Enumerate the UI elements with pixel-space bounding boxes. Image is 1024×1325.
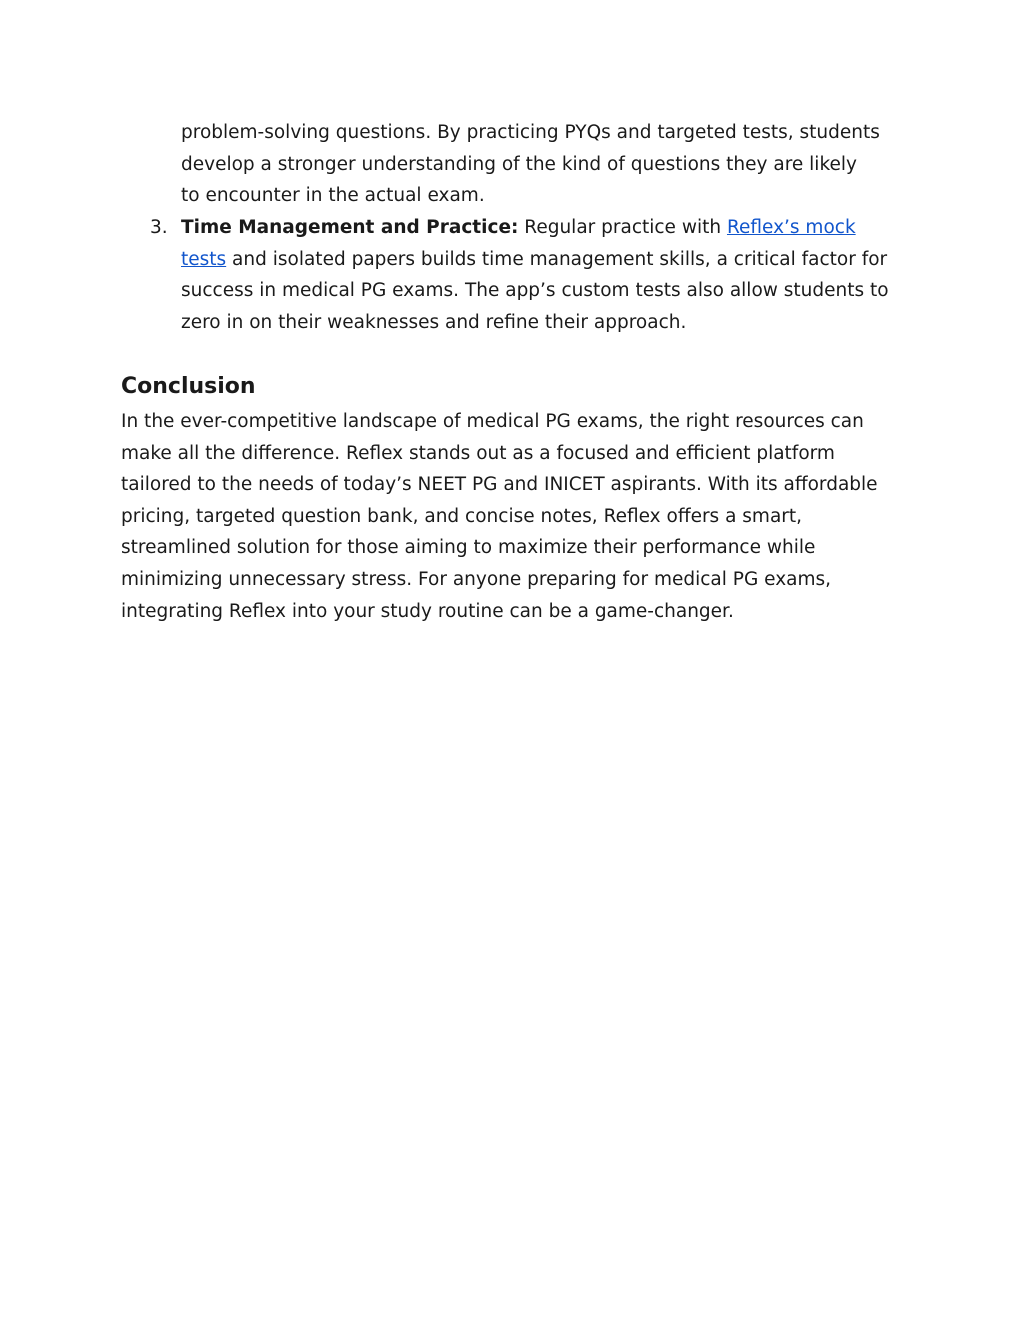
- conclusion-paragraph: In the ever-competitive landscape of medical PG exams, the right resources can make all the difference. Reflex stands out as a focused and efficient platform tailored to the needs of today’s NEET PG and INICET aspirants. With its affordable pricing, targeted question bank, and concise notes, Reflex offers a smart, streamlined solution for those aiming to maximize their performance while minimizing unnecessary stress. For anyone preparing for medical PG exams, integrating Reflex into your study routine can be a game-changer.: [121, 411, 878, 622]
- list-item: [121, 212, 901, 338]
- continuation-paragraph: problem-solving questions. By practicing PYQs and targeted tests, students develop a stronger understanding of the kind of questions they are likely to encounter in the actual exam.: [181, 122, 880, 207]
- list-item-title: Time Management and Practice:: [181, 217, 519, 238]
- numbered-list: [121, 212, 901, 338]
- mock-tests-link[interactable]: Reflex’s mock tests: [181, 217, 856, 270]
- list-item-number: 3.: [150, 217, 168, 238]
- list-item-text-after-link: and isolated papers builds time management skills, a critical factor for success in medical PG exams. The app’s custom tests also allow students to zero in on their weaknesses and refine their approach.: [181, 248, 889, 333]
- conclusion-heading: Conclusion: [121, 374, 256, 399]
- list-item-text-before-link: Regular practice with: [518, 217, 727, 238]
